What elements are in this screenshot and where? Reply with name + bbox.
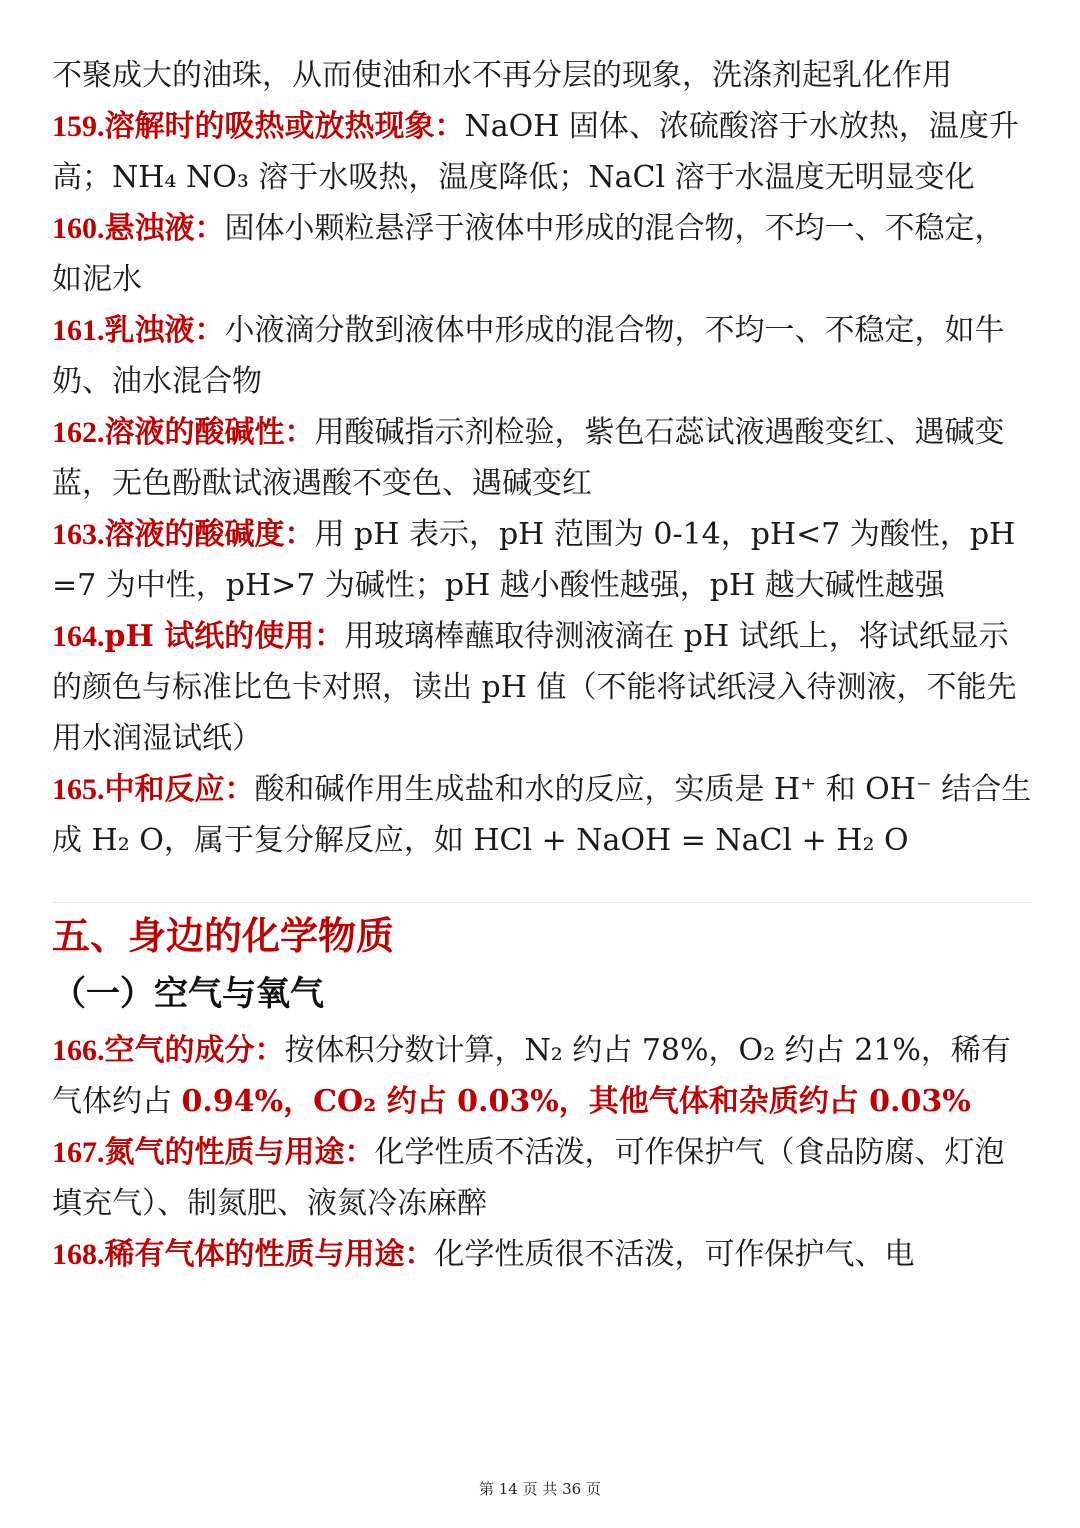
entry-term: pH 试纸的使用： [104, 619, 345, 654]
entry-term: 稀有气体的性质与用途： [104, 1237, 435, 1272]
entry-text: 酸和碱作用生成盐和水的反应，实质是 H⁺ 和 OH⁻ 结合生成 H₂ O，属于复分解反应，如 HCl + NaOH = NaCl + H₂ O [52, 772, 1032, 858]
entry-number: 159. [52, 110, 105, 143]
document-page [52, 50, 1032, 1280]
entry-text: 化学性质不活泼，可作保护气（食品防腐、灯泡填充气）、制氮肥、液氮冷冻麻醉 [52, 1135, 1005, 1221]
section-title: 五、身边的化学物质 [52, 914, 395, 958]
entry-163 [52, 509, 1032, 611]
entry-168 [52, 1229, 1032, 1280]
paragraph-continuation [52, 50, 1032, 101]
entry-term: 溶解时的吸热或放热现象： [104, 109, 465, 144]
entry-text: 用酸碱指示剂检验，紫色石蕊试液遇酸变红、遇碱变蓝，无色酚酞试液遇酸不变色、遇碱变红 [52, 415, 1005, 501]
paragraph-text: 不聚成大的油珠，从而使油和水不再分层的现象，洗涤剂起乳化作用 [52, 58, 952, 93]
entry-number: 160. [52, 212, 105, 245]
entry-term: 中和反应： [104, 772, 255, 807]
entry-160 [52, 203, 1032, 305]
entry-term: 空气的成分： [104, 1033, 285, 1068]
section-divider [52, 902, 1032, 903]
entry-text: 小液滴分散到液体中形成的混合物，不均一、不稳定，如牛奶、油水混合物 [52, 313, 1005, 399]
entry-159 [52, 101, 1032, 203]
entry-161 [52, 305, 1032, 407]
entry-number: 168. [52, 1238, 105, 1271]
entry-term: 乳浊液： [104, 313, 225, 348]
entry-number: 167. [52, 1136, 105, 1169]
entry-text: 按体积分数计算，N₂ 约占 78%，O₂ 约占 21%，稀有气体约占 [52, 1033, 1011, 1119]
page-footer: 第 14 页 共 36 页 [478, 1480, 601, 1498]
entry-number: 163. [52, 518, 105, 551]
entry-term: 悬浊液： [104, 211, 225, 246]
entry-162 [52, 407, 1032, 509]
entry-number: 165. [52, 773, 105, 806]
entry-number: 162. [52, 416, 105, 449]
entry-term: 氮气的性质与用途： [104, 1135, 375, 1170]
entry-text: 化学性质很不活泼，可作保护气、电 [434, 1237, 915, 1272]
entry-number: 164. [52, 620, 105, 653]
entry-165 [52, 764, 1032, 866]
entry-number: 166. [52, 1034, 105, 1067]
entry-term: 溶液的酸碱度： [104, 517, 315, 552]
entry-text: NaOH 固体、浓硫酸溶于水放热，温度升高；NH₄ NO₃ 溶于水吸热，温度降低；NaCl 溶于水温度无明显变化 [52, 109, 1019, 195]
entry-text: 固体小颗粒悬浮于液体中形成的混合物，不均一、不稳定，如泥水 [52, 211, 1005, 297]
section-subtitle: （一）空气与氧气 [52, 974, 324, 1014]
entry-number: 161. [52, 314, 105, 347]
entry-highlight: 0.94%，CO₂ 约占 0.03%，其他气体和杂质约占 0.03% [181, 1084, 971, 1119]
entry-text: 用 pH 表示，pH 范围为 0-14，pH<7 为酸性，pH=7 为中性，pH>7 为碱性；pH 越小酸性越强，pH 越大碱性越强 [52, 517, 1016, 603]
entry-166 [52, 1025, 1032, 1127]
entry-term: 溶液的酸碱性： [104, 415, 315, 450]
entry-164 [52, 611, 1032, 764]
entry-167 [52, 1127, 1032, 1229]
entry-text: 用玻璃棒蘸取待测液滴在 pH 试纸上，将试纸显示的颜色与标准比色卡对照，读出 pH 值（不能将试纸浸入待测液，不能先用水润湿试纸） [52, 619, 1017, 756]
